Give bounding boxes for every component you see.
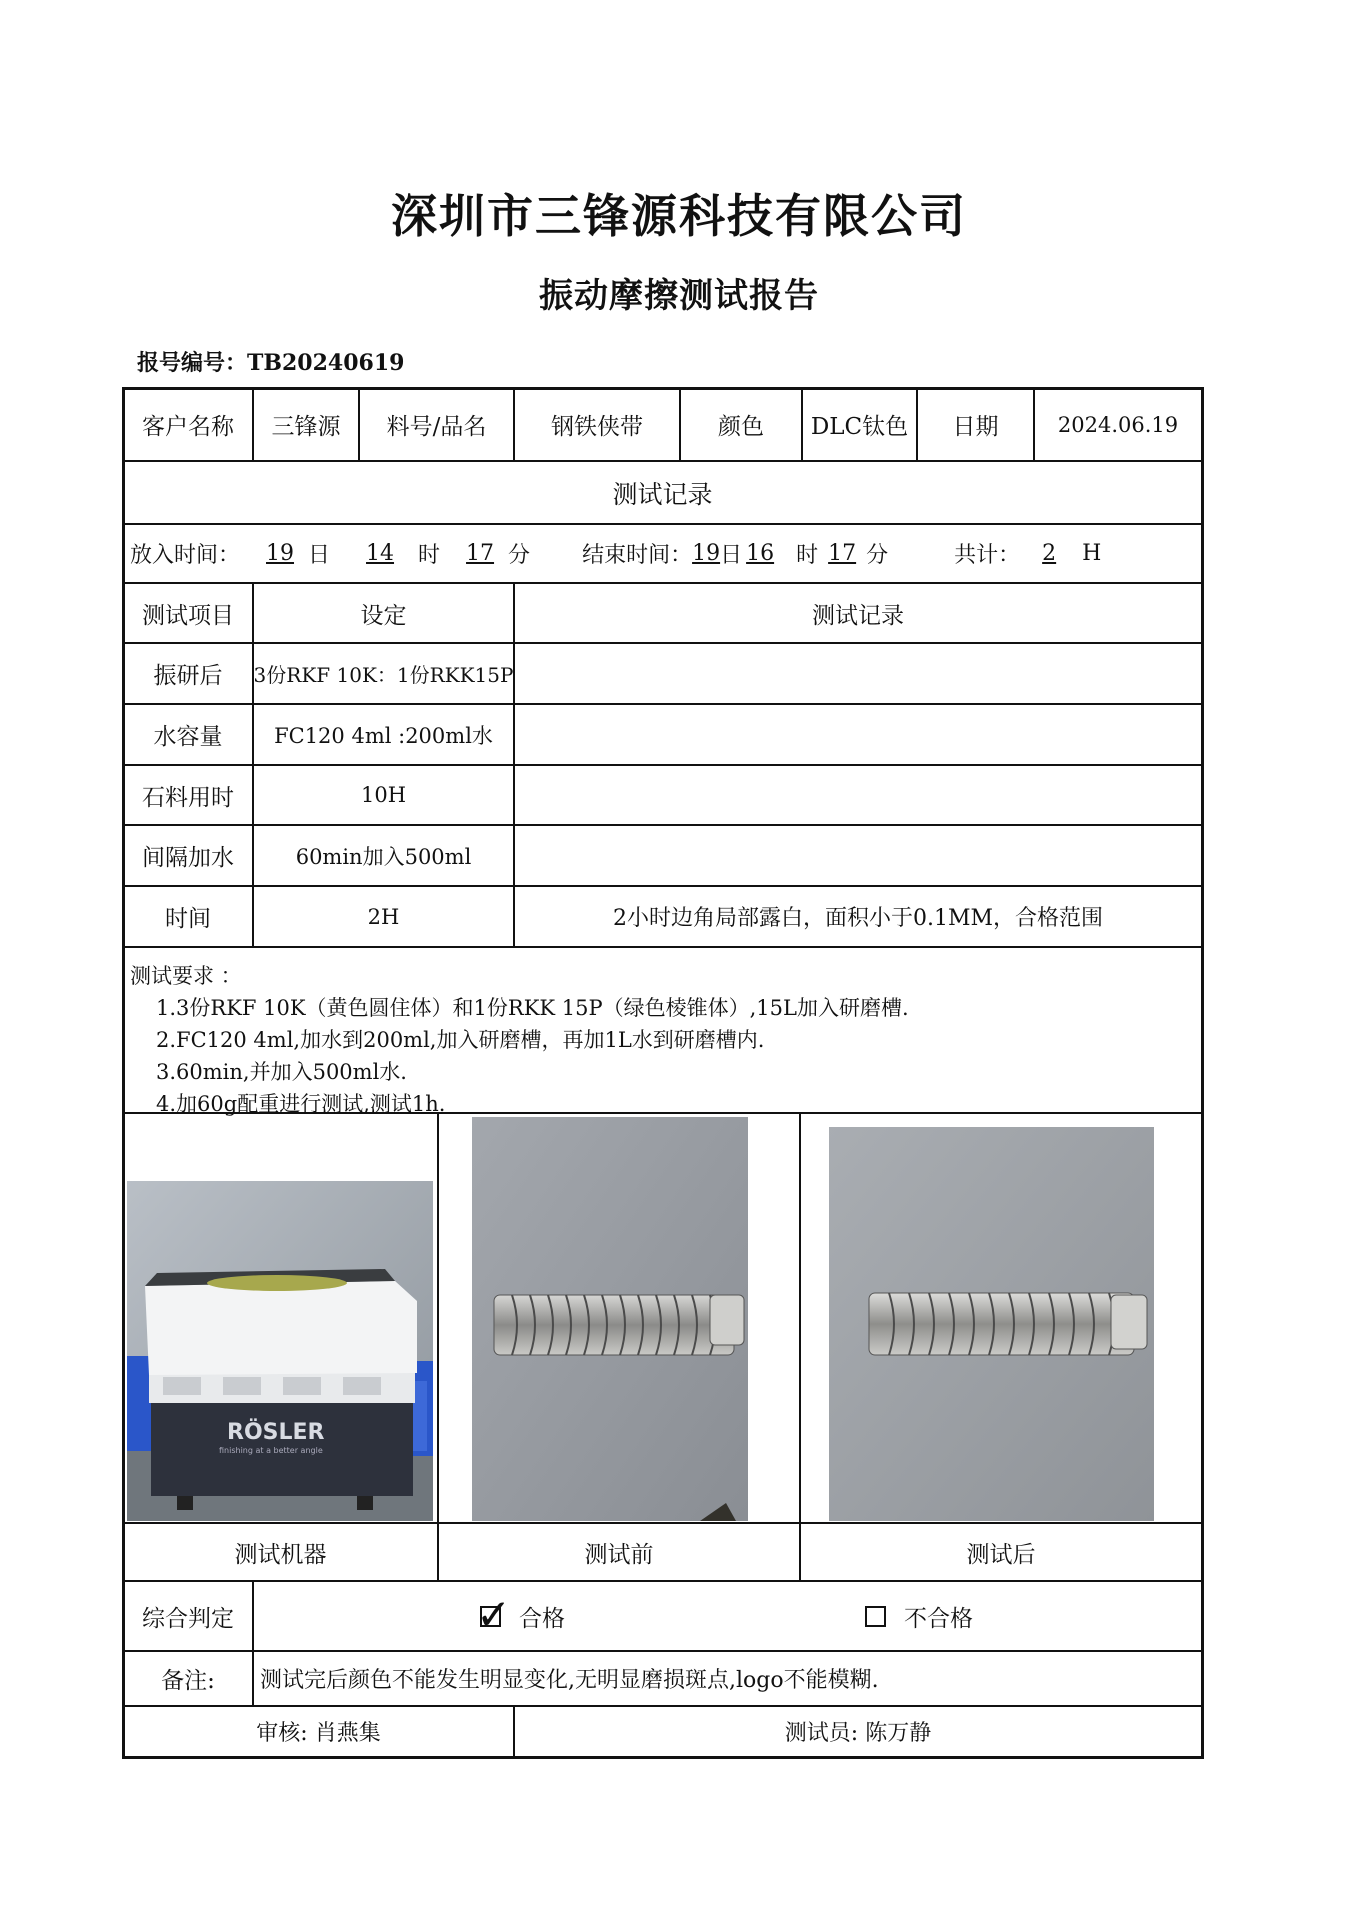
report-number-label: 报号编号：: [137, 350, 248, 376]
day-unit: 日: [720, 543, 743, 568]
row-item: 振研后: [153, 663, 223, 689]
header-setting: 设定: [360, 602, 407, 629]
end-minute: 17: [828, 541, 857, 566]
caption-after: 测试后: [966, 1541, 1036, 1568]
time-row: [130, 525, 1200, 582]
check-mark-icon: ✓: [476, 1589, 512, 1639]
judgement-label: 综合判定: [142, 1605, 234, 1632]
report-title: 振动摩擦测试报告: [539, 276, 819, 316]
requirement-item: 2.FC120 4ml,加水到200ml,加入研磨槽，再加1L水到研磨槽内.: [156, 1028, 765, 1052]
row-record: 2小时边角局部露白，面积小于0.1MM，合格范围: [612, 906, 1104, 931]
report-number-value: TB20240619: [247, 350, 405, 376]
fail-checkbox[interactable]: [865, 1606, 886, 1627]
start-hour: 14: [366, 541, 395, 566]
end-day: 19: [692, 541, 721, 566]
row-item: 水容量: [153, 724, 223, 750]
total-value: 2: [1042, 541, 1057, 566]
minute-unit: 分: [508, 543, 531, 568]
row-item: 间隔加水: [142, 845, 234, 871]
pass-checkbox[interactable]: [476, 1589, 512, 1639]
col-line: [252, 1580, 254, 1707]
reviewer-signature: 审核: 肖燕集: [256, 1721, 381, 1746]
pass-option[interactable]: [476, 1582, 680, 1650]
caption-before: 测试前: [584, 1541, 654, 1568]
row-record: [515, 644, 1201, 703]
machine-slogan: finishing at a better angle: [219, 1446, 323, 1455]
start-time-label: 放入时间：: [130, 543, 241, 568]
test-machine-photo: [127, 1181, 433, 1521]
day-unit: 日: [308, 543, 331, 568]
total-unit: H: [1082, 541, 1102, 566]
start-day: 19: [266, 541, 295, 566]
part-label: 料号/品名: [386, 414, 487, 440]
report-number: [137, 346, 404, 377]
total-label: 共计：: [954, 543, 1021, 568]
row-record: [515, 766, 1201, 824]
before-test-photo: [472, 1117, 748, 1521]
hour-unit: 时: [418, 543, 441, 568]
requirements-title: 测试要求 ：: [130, 964, 242, 988]
after-test-photo: [829, 1127, 1154, 1521]
end-hour: 16: [746, 541, 775, 566]
row-setting: FC120 4ml :200ml水: [274, 723, 493, 748]
company-name: 深圳市三锋源科技有限公司: [391, 189, 967, 243]
row-record: [515, 826, 1201, 885]
color-label: 颜色: [718, 414, 764, 440]
row-record: [515, 705, 1201, 764]
customer-value: 三锋源: [271, 414, 341, 440]
requirement-item: 1.3份RKF 10K（黄色圆住体）和1份RKK 15P（绿色棱锥体）,15L加入研磨槽.: [156, 996, 909, 1020]
col-line: [437, 1112, 439, 1582]
caption-machine: 测试机器: [234, 1541, 327, 1568]
part-value: 钢铁侠带: [551, 414, 643, 440]
date-label: 日期: [952, 414, 999, 440]
row-item: 石料用时: [142, 784, 234, 811]
table-border-right: [1201, 387, 1204, 1759]
hour-unit: 时: [796, 543, 819, 568]
test-requirements: [130, 960, 1200, 1120]
requirement-item: 4.加60g配重进行测试,测试1h.: [156, 1092, 446, 1116]
row-setting: 3份RKF 10K：1份RKK15P: [253, 663, 514, 687]
record-title: 测试记录: [612, 479, 713, 509]
fail-label: 不合格: [904, 1605, 973, 1632]
requirement-item: 3.60min,并加入500ml水.: [156, 1060, 407, 1084]
tester-signature: 测试员: 陈万静: [784, 1721, 932, 1746]
pass-label: 合格: [519, 1605, 565, 1632]
end-time-label: 结束时间：: [582, 543, 693, 568]
row-setting: 2H: [367, 904, 400, 929]
row-setting: 60min加入500ml: [295, 844, 472, 869]
remark-text: 测试完后颜色不能发生明显变化,无明显磨损斑点,logo不能模糊.: [260, 1668, 879, 1693]
row-line: [122, 946, 1204, 948]
fail-option[interactable]: [865, 1582, 1065, 1650]
header-record: 测试记录: [812, 602, 904, 629]
customer-label: 客户名称: [142, 414, 234, 440]
remark-label: 备注:: [161, 1668, 215, 1694]
minute-unit: 分: [866, 543, 889, 568]
header-item: 测试项目: [142, 602, 234, 629]
row-item: 时间: [165, 906, 211, 932]
table-border-bottom: [122, 1756, 1204, 1759]
machine-brand: RÖSLER: [227, 1420, 325, 1445]
col-line: [799, 1112, 801, 1582]
color-value: DLC钛色: [810, 414, 909, 440]
row-setting: 10H: [360, 783, 407, 807]
start-minute: 17: [466, 541, 495, 566]
date-value: 2024.06.19: [1057, 412, 1179, 437]
